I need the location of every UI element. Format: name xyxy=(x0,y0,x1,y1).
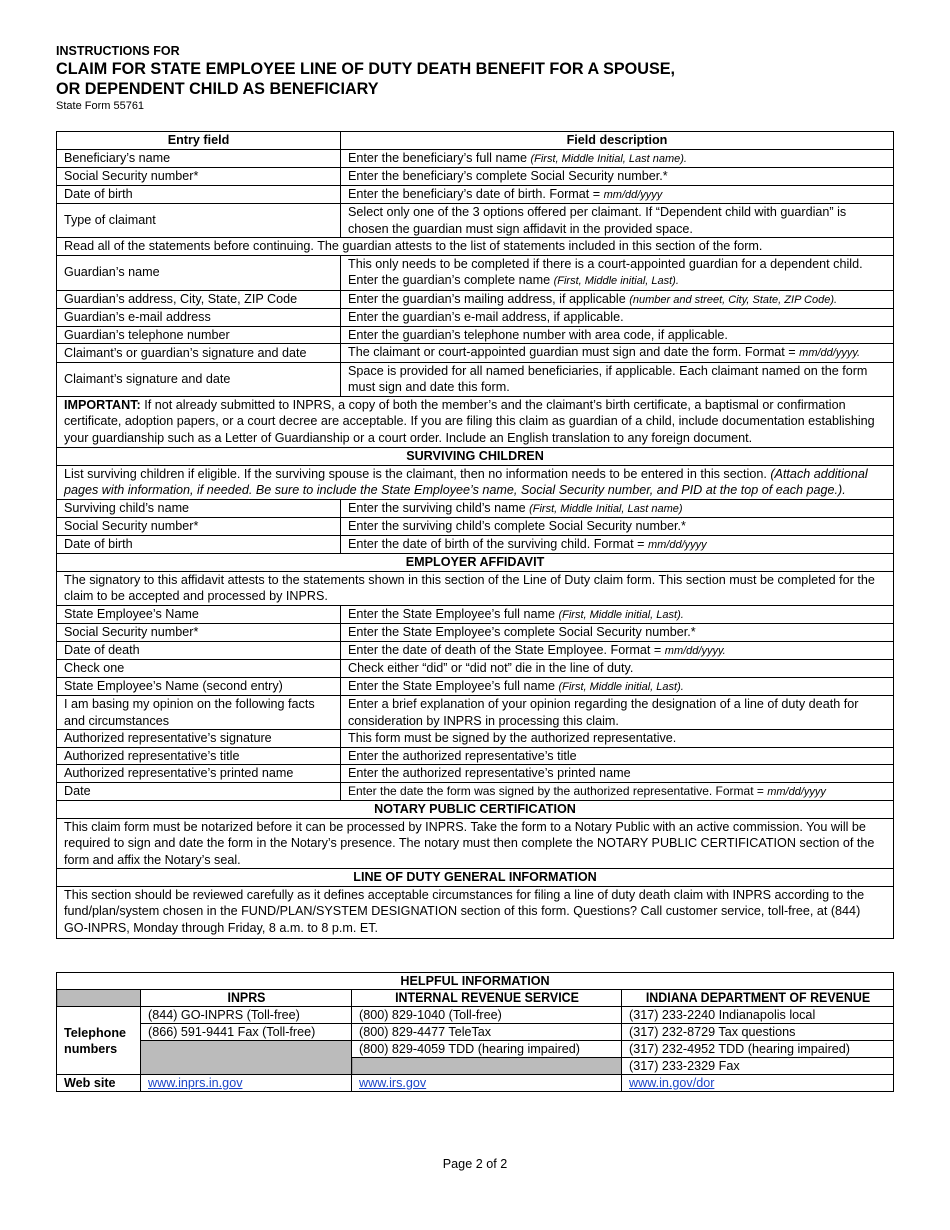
table-row xyxy=(57,499,894,518)
entry-field: Check one xyxy=(57,660,341,678)
table-row xyxy=(57,747,894,765)
surviving-intro-note: (Attach additional pages with information, if needed. Be sure to include the State Employee’s name, Social Security number, and PID at the top of each page.). xyxy=(64,466,868,497)
form-number: State Form 55761 xyxy=(56,100,145,112)
surviving-children-title: SURVIVING CHILDREN xyxy=(57,448,894,466)
employer-intro-text: The signatory to this affidavit attests to the statements shown in this section of the Line of Duty claim form. This section must be completed for the claim to be accepted and processed by INPRS. xyxy=(57,571,894,605)
employer-affidavit-title: EMPLOYER AFFIDAVIT xyxy=(57,554,894,572)
description-text: Enter the beneficiary’s date of birth. Format = xyxy=(348,186,604,201)
format-note: (number and street, City, State, ZIP Code). xyxy=(629,293,838,306)
notary-title-row xyxy=(57,801,894,819)
description-text: Enter the State Employee’s full name xyxy=(348,606,559,621)
description-text: Enter a brief explanation of your opinion regarding the designation of a line of duty death for consideration by INPRS in processing this claim. xyxy=(348,697,859,728)
document-title-line-1: CLAIM FOR STATE EMPLOYEE LINE OF DUTY DEATH BENEFIT FOR A SPOUSE, xyxy=(56,60,676,78)
entry-field: Claimant’s signature and date xyxy=(57,362,341,396)
surviving-intro-row xyxy=(57,465,894,499)
field-description xyxy=(341,535,894,554)
field-description xyxy=(341,255,894,290)
inprs-website-link[interactable]: www.inprs.in.gov xyxy=(148,1076,243,1090)
telephone-row-2 xyxy=(57,1024,894,1041)
surviving-rows xyxy=(57,499,894,554)
field-description xyxy=(341,362,894,396)
helpful-information-table xyxy=(56,972,894,1092)
instructions-table xyxy=(56,131,894,939)
inprs-phone-2: (866) 591-9441 Fax (Toll-free) xyxy=(141,1024,352,1041)
description-text: This only needs to be completed if there is a court-appointed guardian for a dependent child. Enter the guardian’s complete name xyxy=(348,256,863,287)
entry-field: Claimant’s or guardian’s signature and date xyxy=(57,344,341,363)
entry-field: Surviving child’s name xyxy=(57,499,341,518)
entry-field: Date of birth xyxy=(57,535,341,554)
field-description xyxy=(341,185,894,204)
website-label: Web site xyxy=(57,1075,141,1092)
field-description xyxy=(341,149,894,168)
dor-header: INDIANA DEPARTMENT OF REVENUE xyxy=(632,990,882,1007)
dor-phone-3: (317) 232-4952 TDD (hearing impaired) xyxy=(622,1041,894,1058)
format-note: (First, Middle Initial, Last name) xyxy=(529,502,683,515)
notary-text: This claim form must be notarized before it can be processed by INPRS. Take the form to a Notary Public with an active commission. You will be required to sign and date the form in the Notary’s presence. The notary must then complete the NOTARY PUBLIC CERTIFICATION section of the form and affix the Notary’s seal. xyxy=(57,818,894,869)
field-description xyxy=(341,605,894,624)
read-all-text: Read all of the statements before continuing. The guardian attests to the list of statements included in this section of the form. xyxy=(57,238,894,256)
format-note: mm/dd/yyyy xyxy=(603,188,663,201)
guardian-rows xyxy=(57,255,894,396)
field-description xyxy=(341,677,894,696)
date-format-note: mm/dd/yyyy xyxy=(767,785,826,798)
employer-affidavit-title-row xyxy=(57,554,894,572)
description-text: Space is provided for all named beneficiaries, if applicable. Each claimant named on the form must sign and date this form. xyxy=(348,363,868,394)
document-title-line-2: OR DEPENDENT CHILD AS BENEFICIARY xyxy=(56,80,379,98)
irs-phone-3: (800) 829-4059 TDD (hearing impaired) xyxy=(352,1041,622,1058)
notary-title: NOTARY PUBLIC CERTIFICATION xyxy=(57,801,894,819)
helpful-title: HELPFUL INFORMATION xyxy=(57,973,894,990)
field-description xyxy=(341,730,894,748)
table-row xyxy=(57,696,894,730)
description-text: This form must be signed by the authorized representative. xyxy=(348,731,677,745)
format-note: mm/dd/yyyy. xyxy=(664,644,726,657)
field-description xyxy=(341,624,894,642)
table-row xyxy=(57,518,894,536)
field-description xyxy=(341,344,894,363)
field-description xyxy=(341,641,894,660)
date-desc-cell xyxy=(341,782,894,801)
date-desc: Enter the date the form was signed by the authorized representative. Format = xyxy=(348,783,768,798)
irs-website-link[interactable]: www.irs.gov xyxy=(359,1076,427,1090)
dor-website-link[interactable]: www.in.gov/dor xyxy=(629,1076,715,1090)
field-description xyxy=(341,518,894,536)
format-note: (First, Middle initial, Last). xyxy=(553,275,679,287)
inprs-header: INPRS xyxy=(149,990,343,1007)
entry-field: Guardian’s telephone number xyxy=(57,326,341,344)
format-note: mm/dd/yyyy xyxy=(647,538,707,551)
field-description xyxy=(341,326,894,344)
field-description xyxy=(341,747,894,765)
entry-field: Social Security number* xyxy=(57,624,341,642)
entry-field: State Employee’s Name (second entry) xyxy=(57,677,341,696)
surviving-intro-cell xyxy=(57,465,894,499)
important-cell xyxy=(57,396,894,448)
date-row xyxy=(57,782,894,801)
table-row xyxy=(57,641,894,660)
table-row xyxy=(57,730,894,748)
description-text: The claimant or court-appointed guardian must sign and date the form. Format = xyxy=(348,345,800,359)
helpful-title-row xyxy=(57,973,894,990)
field-description xyxy=(341,499,894,518)
field-description xyxy=(341,696,894,730)
description-text: Enter the date of birth of the surviving child. Format = xyxy=(348,536,648,551)
description-text: Enter the guardian’s mailing address, if applicable xyxy=(348,291,630,306)
entry-field: Guardian’s address, City, State, ZIP Code xyxy=(57,290,341,309)
table-row xyxy=(57,605,894,624)
inprs-website-cell xyxy=(141,1075,352,1092)
irs-phone-2: (800) 829-4477 TeleTax xyxy=(352,1024,622,1041)
important-text: If not already submitted to INPRS, a copy of both the member’s and the claimant’s birth certificate, a baptismal or confirmation certificate, adoption papers, or a court decree are acceptable. If you are filing this claim as guardian of a child, include documentation establishing your guardianship such as a Letter of Guardianship or a court order. Include an English translation to any foreign document. xyxy=(64,397,875,445)
inprs-phone-1: (844) GO-INPRS (Toll-free) xyxy=(141,1007,352,1024)
table-row xyxy=(57,168,894,186)
entry-field: Social Security number* xyxy=(57,168,341,186)
table-row xyxy=(57,185,894,204)
field-description xyxy=(341,204,894,238)
description-text: Enter the State Employee’s full name xyxy=(348,678,559,693)
entry-field: Beneficiary’s name xyxy=(57,149,341,168)
table-row xyxy=(57,535,894,554)
helpful-header-row xyxy=(57,990,894,1007)
dor-phone-4: (317) 233-2329 Fax xyxy=(622,1058,894,1075)
surviving-children-title-row xyxy=(57,448,894,466)
field-description xyxy=(341,660,894,678)
entry-field: Guardian’s name xyxy=(57,255,341,290)
entry-field: Authorized representative’s title xyxy=(57,747,341,765)
irs-website-cell xyxy=(352,1075,622,1092)
dor-phone-1: (317) 233-2240 Indianapolis local xyxy=(622,1007,894,1024)
description-text: Enter the beneficiary’s complete Social Security number.* xyxy=(348,169,668,183)
entry-field: Social Security number* xyxy=(57,518,341,536)
hatched-cell xyxy=(141,1041,352,1075)
format-note: (First, Middle initial, Last). xyxy=(558,680,684,693)
table-row xyxy=(57,255,894,290)
hatched-cell xyxy=(57,990,141,1007)
lod-title: LINE OF DUTY GENERAL INFORMATION xyxy=(57,869,894,887)
beneficiary-rows xyxy=(57,149,894,238)
dor-phone-2: (317) 232-8729 Tax questions xyxy=(622,1024,894,1041)
dor-website-cell xyxy=(622,1075,894,1092)
entry-field: Guardian’s e-mail address xyxy=(57,309,341,327)
lod-text-row xyxy=(57,886,894,939)
description-text: Select only one of the 3 options offered per claimant. If “Dependent child with guardian” is chosen the guardian must sign affidavit in the provided space. xyxy=(348,205,847,236)
important-label: IMPORTANT: xyxy=(64,397,141,412)
table-row xyxy=(57,344,894,363)
employer-rows xyxy=(57,605,894,782)
description-text: Enter the beneficiary’s full name xyxy=(348,150,531,165)
entry-field: State Employee’s Name xyxy=(57,605,341,624)
table-row xyxy=(57,326,894,344)
format-note: mm/dd/yyyy. xyxy=(799,347,861,359)
field-description-header: Field description xyxy=(341,132,894,150)
field-description xyxy=(341,309,894,327)
lod-title-row xyxy=(57,869,894,887)
entry-field: Type of claimant xyxy=(57,204,341,238)
field-description xyxy=(341,765,894,783)
entry-field-header: Entry field xyxy=(57,132,341,150)
table-row xyxy=(57,660,894,678)
website-row xyxy=(57,1075,894,1092)
description-text: Enter the date of death of the State Employee. Format = xyxy=(348,642,665,657)
description-text: Enter the guardian’s telephone number with area code, if applicable. xyxy=(348,327,728,342)
description-text: Enter the authorized representative’s title xyxy=(348,748,577,763)
field-description xyxy=(341,290,894,309)
table-row xyxy=(57,677,894,696)
table-row xyxy=(57,204,894,238)
description-text: Enter the guardian’s e-mail address, if applicable. xyxy=(348,310,624,324)
table-header-row xyxy=(57,132,894,150)
description-text: Enter the State Employee’s complete Social Security number.* xyxy=(348,625,696,639)
entry-field: Authorized representative’s printed name xyxy=(57,765,341,783)
table-row xyxy=(57,765,894,783)
irs-phone-1: (800) 829-1040 (Toll-free) xyxy=(352,1007,622,1024)
date-field: Date xyxy=(57,782,341,801)
telephone-row-3 xyxy=(57,1041,894,1058)
format-note: (First, Middle Initial, Last name). xyxy=(530,152,687,165)
irs-header: INTERNAL REVENUE SERVICE xyxy=(362,990,610,1007)
description-text: Enter the surviving child’s name xyxy=(348,500,530,515)
notary-text-row xyxy=(57,818,894,869)
hatched-cell xyxy=(352,1058,622,1075)
description-text: Enter the surviving child’s complete Social Security number.* xyxy=(348,519,686,533)
telephone-row-1 xyxy=(57,1007,894,1024)
entry-field: Date of birth xyxy=(57,185,341,204)
read-all-row xyxy=(57,238,894,256)
page-number: Page 2 of 2 xyxy=(442,1157,508,1171)
field-description xyxy=(341,168,894,186)
employer-intro-row xyxy=(57,571,894,605)
important-row xyxy=(57,396,894,448)
lod-text: This section should be reviewed carefully as it defines acceptable circumstances for filing a line of duty death claim with INPRS according to the fund/plan/system chosen in the FUND/PLAN/SYSTEM DESIGNATION section of this form. Questions? Call customer service, toll-free, at (844) GO-INPRS, Monday through Friday, 8 a.m. to 8 p.m. ET. xyxy=(57,886,894,939)
entry-field: Authorized representative’s signature xyxy=(57,730,341,748)
document-header xyxy=(56,44,906,113)
telephone-label: Telephone numbers xyxy=(57,1007,141,1075)
entry-field: I am basing my opinion on the following facts and circumstances xyxy=(57,696,341,730)
table-row xyxy=(57,624,894,642)
instructions-for-label: INSTRUCTIONS FOR xyxy=(56,44,180,58)
table-row xyxy=(57,309,894,327)
surviving-intro-text: List surviving children if eligible. If the surviving spouse is the claimant, then no information needs to be entered in this section. xyxy=(64,466,767,481)
table-row xyxy=(57,149,894,168)
table-row xyxy=(57,362,894,396)
format-note: (First, Middle initial, Last). xyxy=(558,608,684,621)
table-row xyxy=(57,290,894,309)
entry-field: Date of death xyxy=(57,641,341,660)
description-text: Enter the authorized representative’s printed name xyxy=(348,766,631,780)
description-text: Check either “did” or “did not” die in the line of duty. xyxy=(348,661,634,675)
